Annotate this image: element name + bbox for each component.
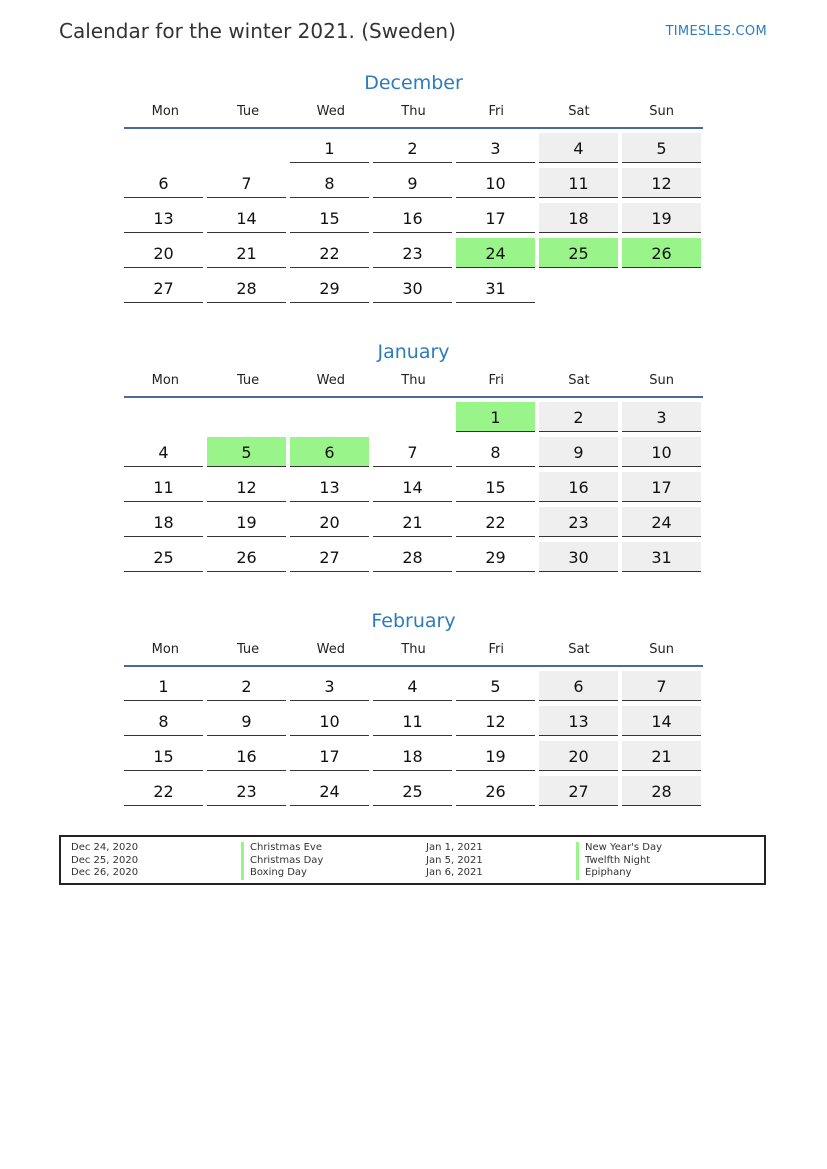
day-cell[interactable]: 11 [373,706,452,736]
legend-dates-right [426,842,483,880]
day-cell[interactable]: 12 [456,706,535,736]
day-cell[interactable]: 20 [539,741,618,771]
weekday-label: Sat [568,104,590,119]
day-cell[interactable]: 6 [539,671,618,701]
day-cell[interactable]: 21 [373,507,452,537]
day-cell[interactable]: 3 [290,671,369,701]
holiday-day-cell[interactable]: 24 [456,238,535,268]
day-cell[interactable]: 18 [539,203,618,233]
day-cell[interactable]: 10 [456,168,535,198]
day-cell[interactable]: 22 [124,776,203,806]
empty-day-cell [290,402,369,432]
day-cell[interactable]: 31 [622,542,701,572]
legend-date: Jan 5, 2021 [426,854,483,866]
day-cell[interactable]: 31 [456,273,535,303]
weekday-label: Mon [151,104,180,119]
day-cell[interactable]: 23 [539,507,618,537]
empty-day-cell [207,402,286,432]
weekday-label: Fri [488,373,504,388]
weekday-label: Tue [236,373,260,388]
day-cell[interactable]: 13 [124,203,203,233]
day-cell[interactable]: 30 [539,542,618,572]
weekday-label: Mon [151,642,180,657]
day-cell[interactable]: 29 [290,273,369,303]
day-cell[interactable]: 23 [207,776,286,806]
weekday-label: Sun [649,373,675,388]
day-cell[interactable]: 15 [124,741,203,771]
holiday-day-cell[interactable]: 26 [622,238,701,268]
day-cell[interactable]: 1 [124,671,203,701]
day-cell[interactable]: 21 [207,238,286,268]
day-cell[interactable]: 23 [373,238,452,268]
legend-date: Dec 26, 2020 [71,867,139,878]
legend-names-left [241,842,323,880]
day-cell[interactable]: 18 [373,741,452,771]
weekday-label: Fri [488,642,504,657]
day-cell[interactable]: 27 [124,273,203,303]
month-february [124,607,703,806]
day-cell[interactable]: 24 [622,507,701,537]
day-cell[interactable]: 5 [622,133,701,163]
day-cell[interactable]: 27 [290,542,369,572]
day-cell[interactable]: 19 [456,741,535,771]
day-cell[interactable]: 28 [622,776,701,806]
empty-day-cell [124,402,203,432]
day-cell[interactable]: 14 [622,706,701,736]
empty-day-cell [207,133,286,163]
day-cell[interactable]: 9 [373,168,452,198]
holiday-day-cell[interactable]: 6 [290,437,369,467]
legend-holiday: Epiphany [576,867,662,880]
day-cell[interactable]: 2 [207,671,286,701]
day-cell[interactable]: 6 [124,168,203,198]
day-cell[interactable]: 3 [456,133,535,163]
day-cell[interactable]: 7 [373,437,452,467]
weekday-header [124,639,703,667]
day-cell[interactable]: 13 [290,472,369,502]
weekday-header [124,101,703,129]
day-cell[interactable]: 8 [290,168,369,198]
legend-date: Dec 25, 2020 [71,854,139,866]
day-cell[interactable]: 11 [124,472,203,502]
day-cell[interactable]: 17 [622,472,701,502]
holiday-day-cell[interactable]: 5 [207,437,286,467]
day-cell[interactable]: 28 [207,273,286,303]
day-cell[interactable]: 5 [456,671,535,701]
weekday-label: Sat [568,642,590,657]
day-grid [124,133,703,303]
weekday-label: Wed [316,373,345,388]
day-cell[interactable]: 19 [207,507,286,537]
site-link[interactable]: TIMESLES.COM [665,24,767,39]
weekday-label: Thu [401,642,426,657]
month-december [124,69,703,303]
holiday-legend [59,835,766,885]
empty-day-cell [124,133,203,163]
day-cell[interactable]: 2 [373,133,452,163]
day-cell[interactable]: 25 [124,542,203,572]
day-cell[interactable]: 8 [456,437,535,467]
legend-holiday: Boxing Day [241,867,323,880]
day-cell[interactable]: 8 [124,706,203,736]
weekday-header [124,370,703,398]
legend-holiday: Christmas Eve [241,842,323,855]
day-cell[interactable]: 28 [373,542,452,572]
day-cell[interactable]: 4 [539,133,618,163]
day-cell[interactable]: 21 [622,741,701,771]
day-cell[interactable]: 20 [124,238,203,268]
day-cell[interactable]: 20 [290,507,369,537]
weekday-label: Tue [236,642,260,657]
weekday-label: Mon [151,373,180,388]
day-cell[interactable]: 13 [539,706,618,736]
day-cell[interactable]: 4 [373,671,452,701]
weekday-label: Fri [488,104,504,119]
legend-date: Jan 1, 2021 [426,842,483,853]
day-cell[interactable]: 16 [207,741,286,771]
weekday-label: Thu [401,104,426,119]
day-cell[interactable]: 10 [290,706,369,736]
day-cell[interactable]: 2 [539,402,618,432]
legend-date: Jan 6, 2021 [426,867,483,878]
day-cell[interactable]: 16 [373,203,452,233]
legend-date: Dec 24, 2020 [71,842,139,853]
weekday-label: Sat [568,373,590,388]
day-cell[interactable]: 17 [456,203,535,233]
day-cell[interactable]: 22 [456,507,535,537]
holiday-day-cell[interactable]: 1 [456,402,535,432]
day-cell[interactable]: 1 [290,133,369,163]
weekday-label: Thu [401,373,426,388]
weekday-label: Wed [316,104,345,119]
month-title: February [371,610,456,632]
empty-day-cell [373,402,452,432]
day-cell[interactable]: 19 [622,203,701,233]
day-cell[interactable]: 12 [207,472,286,502]
month-title: January [377,341,450,363]
day-cell[interactable]: 10 [622,437,701,467]
page-title: Calendar for the winter 2021. (Sweden) [59,19,456,43]
month-title: December [364,72,463,94]
day-cell[interactable]: 9 [539,437,618,467]
day-cell[interactable]: 24 [290,776,369,806]
weekday-label: Sun [649,642,675,657]
month-january [124,338,703,572]
legend-holiday: Twelfth Night [576,855,662,868]
day-cell[interactable]: 29 [456,542,535,572]
day-cell[interactable]: 16 [539,472,618,502]
day-cell[interactable]: 22 [290,238,369,268]
day-cell[interactable]: 15 [456,472,535,502]
day-cell[interactable]: 7 [622,671,701,701]
day-cell[interactable]: 26 [456,776,535,806]
day-grid [124,402,703,572]
day-grid [124,671,703,806]
day-cell[interactable]: 25 [373,776,452,806]
day-cell[interactable]: 4 [124,437,203,467]
day-cell[interactable]: 11 [539,168,618,198]
holiday-day-cell[interactable]: 25 [539,238,618,268]
weekday-label: Sun [649,104,675,119]
legend-holiday: Christmas Day [241,855,323,868]
day-cell[interactable]: 17 [290,741,369,771]
day-cell[interactable]: 9 [207,706,286,736]
day-cell[interactable]: 26 [207,542,286,572]
legend-names-right [576,842,662,880]
day-cell[interactable]: 18 [124,507,203,537]
day-cell[interactable]: 27 [539,776,618,806]
weekday-label: Wed [316,642,345,657]
weekday-label: Tue [236,104,260,119]
day-cell[interactable]: 3 [622,402,701,432]
day-cell[interactable]: 12 [622,168,701,198]
day-cell[interactable]: 7 [207,168,286,198]
day-cell[interactable]: 14 [207,203,286,233]
day-cell[interactable]: 30 [373,273,452,303]
day-cell[interactable]: 14 [373,472,452,502]
legend-dates-left [71,842,138,880]
legend-holiday: New Year's Day [576,842,662,855]
day-cell[interactable]: 15 [290,203,369,233]
